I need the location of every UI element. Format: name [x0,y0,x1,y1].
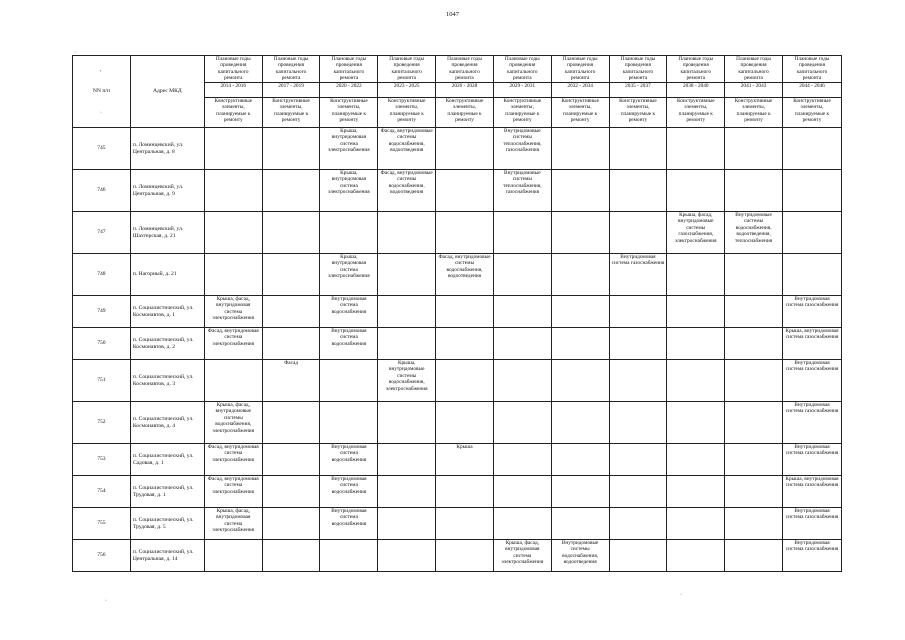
row-elements-cell [609,170,667,212]
row-elements-cell: Крыша, внутридомовая система электроснабжения [320,254,378,296]
row-elements-cell [436,360,494,402]
row-elements-cell: Внутридомовая система газоснабжения [782,540,841,572]
row-elements-cell [378,540,436,572]
header-elements: Конструктивные элементы, планируемые к ремонту [204,98,262,128]
row-elements-cell [725,328,783,360]
table-row [73,444,842,476]
header-period-text: капитального [622,68,654,75]
row-elements-cell [551,328,609,360]
row-number: 750 [73,328,131,360]
scan-speck: · [105,598,107,604]
row-elements-cell: Внутридомовая система газоснабжения [782,360,841,402]
row-elements-cell: Внутридомовая система водоснабжения [320,296,378,328]
row-elements-cell [609,508,667,540]
row-elements-cell: Крыша, фасад, внутридомовая система электроснабжения [204,296,262,328]
header-period-text: проведения [451,62,478,69]
row-elements-cell [493,296,551,328]
header-period-text: ремонта [223,75,243,82]
row-address: п. Нагорный, д. 21 [130,254,204,296]
row-elements-cell [551,444,609,476]
row-elements-cell [725,170,783,212]
header-period-text: проведения [278,62,305,69]
table-row [73,402,842,444]
row-elements-cell [378,402,436,444]
row-elements-cell [493,476,551,508]
row-elements-cell [262,296,320,328]
header-elements: Конструктивные элементы, планируемые к ремонту [725,98,783,128]
header-period-text: Плановые годы [389,56,425,62]
header-period [609,56,667,98]
header-period-text: капитального [507,68,538,75]
row-elements-cell [204,360,262,402]
header-period-text: проведения [740,62,767,69]
row-elements-cell: Внутридомовая система водоснабжения [320,508,378,540]
row-elements-cell [436,170,494,212]
row-elements-cell [262,328,320,360]
row-address: п. Социалистический, ул. Космонавтов, д. 4 [130,402,204,444]
row-number: 753 [73,444,131,476]
header-period-text: ремонта [628,75,648,82]
row-number: 752 [73,402,131,444]
page-number: 1047 [446,11,459,18]
header-period-text: ремонта [513,75,532,82]
row-elements-cell: Фасад [262,360,320,402]
header-period-years: 2026 - 2028 [436,82,493,89]
row-elements-cell [262,128,320,170]
row-elements-cell: Внутридомовая система газоснабжения [782,402,841,444]
row-elements-cell [725,128,783,170]
row-elements-cell [378,476,436,508]
header-period-text: капитального [738,68,769,75]
row-elements-cell: Внутридомовые системы водоснабжения, водоотведения, теплоснабжения [725,212,783,254]
row-elements-cell: Внутридомовые системы теплоснабжения, газоснабжения [493,128,551,170]
row-elements-cell [725,444,783,476]
row-elements-cell: Крыша, внутридомовая система газоснабжения [782,476,841,508]
header-elements: Конструктивные элементы, планируемые к ремонту [378,98,436,128]
header-elements: Конструктивные элементы, планируемые к ремонту [262,98,320,128]
row-elements-cell [667,328,725,360]
header-period-text: капитального [391,68,422,75]
header-elements: Конструктивные элементы, планируемые к ремонту [609,98,667,128]
row-elements-cell [609,328,667,360]
table-row [73,476,842,508]
row-address: п. Социалистический, ул. Трудовая, д. 1 [130,476,204,508]
row-elements-cell [725,360,783,402]
header-period-years: 2044 - 2046 [783,82,841,89]
row-elements-cell [725,540,783,572]
row-elements-cell [262,476,320,508]
row-elements-cell [609,444,667,476]
header-period [436,56,494,98]
header-elements: Конструктивные элементы, планируемые к ремонту [320,98,378,128]
row-elements-cell [551,476,609,508]
row-number: 747 [73,212,131,254]
row-elements-cell [609,360,667,402]
header-period-text: капитального [449,68,480,75]
row-elements-cell: Крыша, фасад, внутридомовая система электроснабжения [493,540,551,572]
header-period-years: 2020 - 2022 [320,82,377,89]
row-elements-cell [551,360,609,402]
header-period-text: проведения [393,62,420,69]
row-elements-cell [551,402,609,444]
row-elements-cell [204,170,262,212]
row-elements-cell [320,212,378,254]
table-row [73,360,842,402]
row-address: п. Социалистический, ул. Космонавтов, д. 2 [130,328,204,360]
header-period-text: капитального [275,68,307,75]
row-elements-cell: Крыша [436,444,494,476]
header-period-text: ремонта [397,75,416,82]
row-elements-cell [378,212,436,254]
header-period [782,56,841,98]
row-elements-cell [378,254,436,296]
row-elements-cell [493,508,551,540]
header-period-text: Плановые годы [620,56,656,62]
row-elements-cell: Фасад, внутридомовые системы водоснабжения, водоотведения [436,254,494,296]
header-period-text: проведения [567,62,594,69]
row-elements-cell [667,360,725,402]
row-number: 746 [73,170,131,212]
header-period-years: 2014 - 2016 [205,82,262,89]
header-period-text: ремонта [455,75,474,82]
header-period-years: 2032 - 2034 [552,82,609,89]
header-period-text: Плановые годы [794,56,830,62]
row-elements-cell: Внутридомовые системы водоснабжения, водоотведения [551,540,609,572]
row-number: 749 [73,296,131,328]
row-elements-cell: Фасад, внутридомовые системы водоснабжения, водоотведения [378,128,436,170]
row-elements-cell [262,402,320,444]
header-period [204,56,262,98]
row-elements-cell [436,212,494,254]
row-elements-cell: Внутридомовая система газоснабжения [782,508,841,540]
row-elements-cell [782,212,841,254]
table-row [73,212,842,254]
row-elements-cell [667,170,725,212]
row-elements-cell: Крыша, фасад, внутридомовые системы газоснабжения, электроснабжения [667,212,725,254]
table-row [73,296,842,328]
capital-repair-table [72,55,842,572]
row-elements-cell: Крыша, фасад, внутридомовые системы водоснабжения, электроснабжения [204,402,262,444]
row-number: 755 [73,508,131,540]
header-address: Адрес МКД [130,56,204,128]
row-address: п. Ломинцевский, ул. Центральная, д. 9 [130,170,204,212]
header-period [320,56,378,98]
header-period [551,56,609,98]
header-period-years: 2038 - 2040 [667,82,724,89]
header-elements: Конструктивные элементы, планируемые к ремонту [436,98,494,128]
row-elements-cell [493,402,551,444]
row-elements-cell [667,444,725,476]
table-row [73,540,842,572]
row-elements-cell [551,254,609,296]
header-period-years: 2035 - 2037 [610,82,667,89]
row-elements-cell: Внутридомовая система водоснабжения [320,328,378,360]
row-elements-cell [320,402,378,444]
row-elements-cell: Фасад, внутридомовая система электроснабжения [204,476,262,508]
row-elements-cell [378,444,436,476]
row-elements-cell [204,212,262,254]
row-elements-cell [667,254,725,296]
row-elements-cell: Фасад, внутридомовые системы водоснабжения, водоотведения [378,170,436,212]
header-period-text: капитального [333,68,365,75]
header-period [667,56,725,98]
header-period-text: ремонта [744,75,763,82]
row-elements-cell [725,254,783,296]
row-elements-cell [320,360,378,402]
row-elements-cell [609,402,667,444]
row-elements-cell: Крыша, внутридомовая система электроснабжения [320,128,378,170]
header-period-text: Плановые годы [504,56,540,62]
header-period-text: Плановые годы [215,56,251,62]
header-period [493,56,551,98]
table-row [73,328,842,360]
header-period-text: Плановые годы [736,56,771,62]
header-period-text: проведения [509,62,536,69]
header-period [725,56,783,98]
row-elements-cell [782,254,841,296]
row-elements-cell [436,402,494,444]
row-elements-cell [725,402,783,444]
row-elements-cell [551,128,609,170]
row-elements-cell: Внутридомовая система газоснабжения [782,296,841,328]
row-elements-cell [436,476,494,508]
header-period-text: капитального [796,68,828,75]
header-elements: Конструктивные элементы, планируемые к ремонту [782,98,841,128]
row-elements-cell [667,128,725,170]
row-elements-cell [609,540,667,572]
row-elements-cell [551,170,609,212]
row-number: 751 [73,360,131,402]
header-period-text: ремонта [281,75,301,82]
row-elements-cell [493,254,551,296]
row-elements-cell: Внутридомовая система газоснабжения [782,444,841,476]
header-elements: Конструктивные элементы, планируемые к ремонту [493,98,551,128]
header-period-text: ремонта [570,75,590,82]
scan-speck: · [74,50,76,56]
header-period [378,56,436,98]
table-row [73,254,842,296]
row-elements-cell [436,128,494,170]
header-elements: Конструктивные элементы, планируемые к ремонту [551,98,609,128]
row-address: п. Социалистический, ул. Центральная, д. 14 [130,540,204,572]
table-row [73,508,842,540]
row-elements-cell: Внутридомовая система газоснабжения [609,254,667,296]
row-elements-cell: Крыша, внутридомовые системы водоснабжения, электроснабжения [378,360,436,402]
row-elements-cell: Крыша, внутридомовая система газоснабжения [782,328,841,360]
row-elements-cell: Крыша, внутридомовая система электроснабжения [320,170,378,212]
row-elements-cell [493,328,551,360]
header-period-text: Плановые годы [273,56,309,62]
row-address: п. Социалистический, ул. Трудовая, д. 5 [130,508,204,540]
row-elements-cell [378,296,436,328]
header-period-text: проведения [220,62,247,69]
header-period-text: капитального [564,68,596,75]
header-number: NN п/п [73,56,131,128]
row-elements-cell: Внутридомовые системы теплоснабжения, газоснабжения [493,170,551,212]
row-elements-cell [493,444,551,476]
scan-speck: ' [100,70,102,76]
header-period-text: ремонта [339,75,359,82]
header-period-text: проведения [798,62,826,69]
scan-speck: · [680,592,682,598]
row-elements-cell [378,508,436,540]
header-period-years: 2017 - 2019 [263,82,320,89]
scan-speck: · [100,110,102,116]
row-address: п. Социалистический, ул. Садовая, д. 1 [130,444,204,476]
row-elements-cell: Фасад, внутридомовая система электроснабжения [204,444,262,476]
header-period-text: Плановые годы [331,56,367,62]
row-elements-cell [609,296,667,328]
header-period-text: Плановые годы [447,56,482,62]
row-elements-cell [204,128,262,170]
header-period [262,56,320,98]
row-elements-cell [551,212,609,254]
header-period-text: ремонта [802,75,822,82]
row-address: п. Ломинцевский, ул. Шахтерская, д. 21 [130,212,204,254]
row-elements-cell: Крыша, фасад, внутридомовая система электроснабжения [204,508,262,540]
row-elements-cell [725,296,783,328]
row-elements-cell [609,476,667,508]
row-elements-cell [262,540,320,572]
header-period-text: капитального [218,68,249,75]
row-number: 754 [73,476,131,508]
header-period-text: Плановые годы [678,56,714,62]
header-period-text: ремонта [686,75,706,82]
row-elements-cell [551,508,609,540]
row-elements-cell [609,212,667,254]
row-elements-cell [436,540,494,572]
row-elements-cell [667,402,725,444]
row-elements-cell [262,508,320,540]
row-address: п. Социалистический, ул. Космонавтов, д. 1 [130,296,204,328]
table-row [73,128,842,170]
row-elements-cell [262,444,320,476]
row-elements-cell [667,508,725,540]
row-number: 756 [73,540,131,572]
row-elements-cell: Внутридомовая система водоснабжения [320,476,378,508]
row-elements-cell [725,476,783,508]
row-elements-cell [436,508,494,540]
row-elements-cell [320,540,378,572]
header-period-years: 2029 - 2031 [494,82,551,89]
row-elements-cell [436,328,494,360]
table-row [73,170,842,212]
row-elements-cell [493,212,551,254]
row-elements-cell: Внутридомовая система водоснабжения [320,444,378,476]
row-elements-cell [609,128,667,170]
row-elements-cell: Фасад, внутридомовая система электроснабжения [204,328,262,360]
header-period-text: проведения [624,62,651,69]
row-elements-cell [204,540,262,572]
row-elements-cell [436,296,494,328]
row-elements-cell [262,254,320,296]
row-number: 748 [73,254,131,296]
row-address: п. Социалистический, ул. Космонавтов, д. 3 [130,360,204,402]
row-elements-cell [667,296,725,328]
row-number: 745 [73,128,131,170]
header-period-text: Плановые годы [562,56,598,62]
header-period-text: проведения [682,62,709,69]
row-elements-cell [378,328,436,360]
row-elements-cell [782,128,841,170]
row-elements-cell [782,170,841,212]
header-period-text: проведения [335,62,362,69]
row-elements-cell [262,212,320,254]
row-elements-cell [551,296,609,328]
row-elements-cell [725,508,783,540]
row-elements-cell [262,170,320,212]
row-elements-cell [667,540,725,572]
header-elements: Конструктивные элементы, планируемые к ремонту [667,98,725,128]
header-period-text: капитального [680,68,711,75]
row-elements-cell [493,360,551,402]
header-period-years: 2041 - 2043 [725,82,782,89]
row-address: п. Ломинцевский, ул. Центральная, д. 8 [130,128,204,170]
row-elements-cell [667,476,725,508]
row-elements-cell [204,254,262,296]
header-period-years: 2023 - 2025 [378,82,435,89]
